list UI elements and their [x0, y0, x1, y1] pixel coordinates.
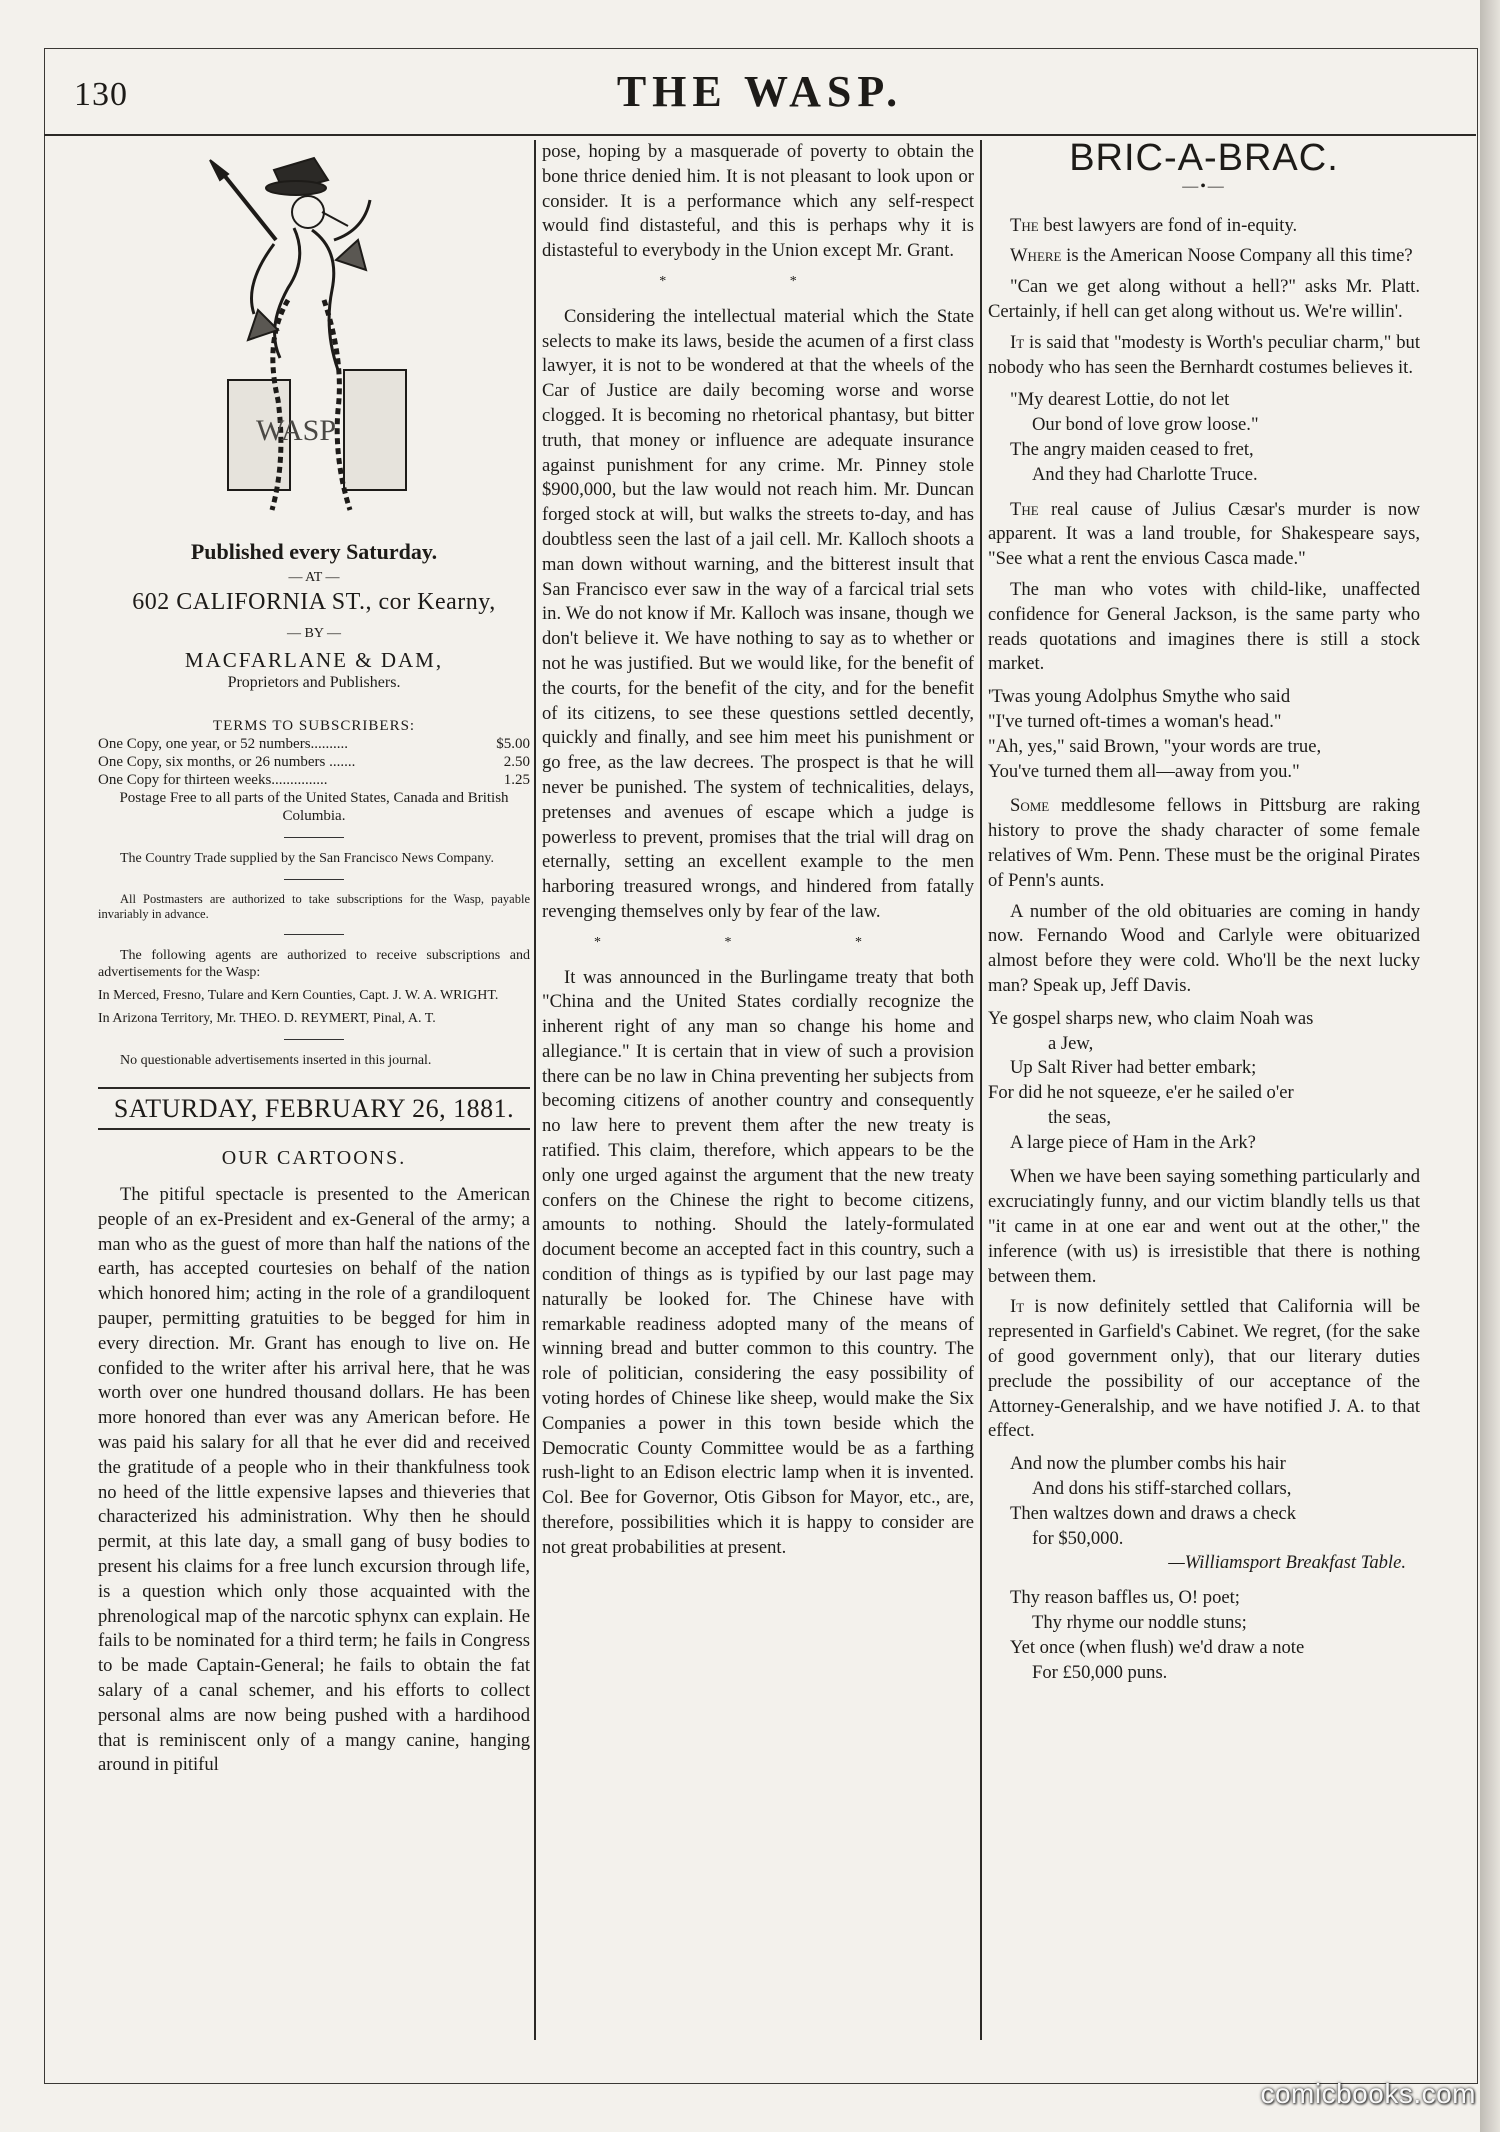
- verse-lottie: "My dearest Lottie, do not let Our bond of love grow loose." The angry maiden ceased to fret, And they had Charlotte Truce.: [1010, 389, 1259, 485]
- at-label: — AT —: [288, 569, 340, 585]
- verse-adolphus: 'Twas young Adolphus Smythe who said "I've turned oft-times a woman's head." "Ah, yes," said Brown, "your words are true, You've turned them all—away from you.": [988, 686, 1322, 782]
- column-1: [98, 140, 530, 2040]
- bric-item: When we have been saying something particularly and excruciatingly funny, and our victim blandly tells us that "it came in at one ear and went out at the other," the inference (with us) is irresistible that there is nothing between them.: [988, 1166, 1420, 1287]
- terms-row: One Copy, one year, or 52 numbers.......... $5.00: [98, 736, 530, 753]
- publisher-firm: MACFARLANE & DAM,: [184, 647, 444, 672]
- masthead: [44, 48, 1476, 136]
- bric-a-brac-heading: BRIC-A-BRAC.: [1069, 140, 1339, 179]
- verse-credit: —Williamsport Breakfast Table.: [1168, 1552, 1406, 1574]
- publisher-subtitle: Proprietors and Publishers.: [227, 674, 401, 692]
- grant-article-continued: pose, hoping by a masquerade of poverty to obtain the bone thrice denied him. It is not pleasant to look upon or consider. It is a performance which any self-respect would find distasteful, and this is perhaps why it is distasteful to everybody in the Union except Mr. Grant.: [542, 141, 974, 262]
- column-3: [988, 140, 1420, 2040]
- bric-item: "Can we get along without a hell?" asks Mr. Platt. Certainly, if hell can get along without us. We're willin'.: [988, 276, 1420, 322]
- by-label: — BY —: [287, 625, 341, 641]
- agent-wright: In Merced, Fresno, Tulare and Kern Counties, Capt. J. W. A. WRIGHT.: [98, 988, 499, 1004]
- bric-item: Some meddlesome fellows in Pittsburg are raking history to prove the shady character of some female relatives of Wm. Penn. These must be the original Pirates of Penn's aunts.: [988, 795, 1420, 891]
- divider: [284, 934, 344, 935]
- verse-plumber: And now the plumber combs his hair And dons his stiff-starched collars, Then waltzes down and draws a check for $50,000. —Williamsport Breakfast Table.: [988, 1452, 1420, 1576]
- postmasters-note: All Postmasters are authorized to take subscriptions for the Wasp, payable invariably in advance.: [98, 892, 530, 922]
- burlingame-treaty-article: It was announced in the Burlingame treaty that both "China and the United States cordially recognize the inherent right of any man so change his home and allegiance." It is certain that in view of such a provision there can be no law in China preventing her subjects from becoming citizens of another country and consequently no law here to prevent them after the new treaty is ratified. This claim, therefore, which appears to be the only one urged against the argument that the new treaty confers on the Chinese the right to become citizens, amounts to nothing. Should the lately-formulated document become an accepted fact in this country, such a condition of things as is typified by our last page may naturally be looked for. The Chinese have with remarkable readiness adopted many of the means of winning bread and butter common to this country. The role of politician, considering the easy possibility of voting hordes of Chinese like sheep, would make the Six Companies a power in this town beside which the Democratic County Committee would be as a farthing rush-light to an Edison electric lamp when it is invented. Col. Bee for Governor, Otis Gibson for Mayor, etc., are, therefore, possibilities which it is happy to consider are not great probabilities at present.: [542, 966, 974, 1558]
- justice-article: Considering the intellectual material which the State selects to make its laws, beside the acumen of a first class lawyer, it is not to be wondered at that the wheels of the Car of Justice are daily becoming worse and worse clogged. It is becoming no rhetorical phantasy, but bitter truth, that money or influence are adequate insurance against punishment for any crime. Mr. Pinney stole $900,000, but the law would not reach him. Mr. Duncan forged stock at will, but walks the streets to-day, and has doubtless seen the last of a jail cell. Mr. Kalloch shoots a man down without warning, and the bitterest insult that San Francisco ever saw in the way of a farcical trial sets in. We do not know if Mr. Kalloch was insane, though we don't believe it. We have nothing to say as to whether or not he was justified. But we would like, for the benefit of the courts, for the benefit of the city, and for the benefit of its citizens, to see these questions settled decently, quickly and finally, and see him meet his punishment or go free, as the law decrees. The prospect is that he will never be punished. The system of technicalities, delays, pretenses and avenues of escape which a judge is powerless to prevent, promises that the trial will drag on eternally, setting an excellent example to the men harboring treasured wrongs, and hindered from fatally revenging themselves only by fear of the law.: [542, 305, 974, 922]
- bric-item: It is said that "modesty is Worth's peculiar charm," but nobody who has seen the Bernhardt costumes believes it.: [988, 331, 1420, 378]
- no-questionable-ads: No questionable advertisements inserted in this journal.: [120, 1053, 432, 1069]
- site-watermark: comicbooks.com: [1260, 2078, 1476, 2109]
- subscription-terms: [98, 717, 530, 825]
- our-cartoons-article: The pitiful spectacle is presented to the American people of an ex-President and ex-General of the army; a man who as the guest of more than half the nations of the earth, has accepted courtesies on behalf of the nation which honored him; acting in the role of a grandiloquent pauper, permitting gratuities to be begged for him in every direction. Mr. Grant has enough to live on. He confided to the writer after his arrival here, that he was worth over one hundred thousand dollars. He has been more honored than ever was any American before. He was paid his salary for all that he ever did and received the gratitude of a people who in their thankfulness took no heed of the little expensive lapses and thieveries that characterized his administration. Why then he should permit, at this late day, a small gang of busy bodies to present his claims for a free lunch excursion through life, is a question which only those acquainted with the phrenological map of the narcotic sphynx can explain. He fails to be nominated for a third term; he fails in Congress to be made Captain-General; he fails to obtain the fat salary of a canal schemer, and his efforts to collect personal alms are now being pushed with a hardihood that is reminiscent only of a mangy canine, hanging around in pitiful: [98, 1183, 530, 1776]
- bric-item: The best lawyers are fond of in-equity.: [1010, 214, 1298, 236]
- newspaper-title: THE WASP.: [616, 67, 904, 116]
- column-rule-2: [980, 140, 982, 2040]
- postage-note: Postage Free to all parts of the United States, Canada and British Columbia.: [119, 790, 509, 825]
- publisher-address: 602 CALIFORNIA ST., cor Kearny,: [132, 588, 496, 615]
- column-2: [542, 140, 974, 2040]
- section-stars: * * *: [594, 934, 922, 950]
- published-every-saturday: Published every Saturday.: [190, 539, 438, 564]
- column-rule-1: [534, 140, 536, 2040]
- ornament: —•—: [1182, 177, 1226, 195]
- terms-title: TERMS TO SUBSCRIBERS:: [212, 718, 416, 735]
- wasp-cartoon-illustration: [98, 140, 530, 530]
- divider: [284, 879, 344, 880]
- agent-reymert: In Arizona Territory, Mr. THEO. D. REYMERT, Pinal, A. T.: [98, 1011, 436, 1027]
- agents-note: The following agents are authorized to receive subscriptions and advertisements for the Wasp:: [98, 948, 530, 981]
- terms-row: One Copy, six months, or 26 numbers ....... 2.50: [98, 754, 530, 771]
- section-stars: * *: [659, 273, 857, 289]
- bric-item: The real cause of Julius Cæsar's murder is now apparent. It was a land trouble, for Shakespeare says, "See what a rent the envious Casca made.": [988, 498, 1420, 570]
- verse-noah: Ye gospel sharps new, who claim Noah was a Jew, Up Salt River had better embark; For did he not squeeze, e'er he sailed o'er the seas, A large piece of Ham in the Ark?: [988, 1007, 1314, 1153]
- our-cartoons-heading: OUR CARTOONS.: [221, 1147, 407, 1170]
- terms-row: One Copy for thirteen weeks............... 1.25: [98, 772, 530, 789]
- bric-item: The man who votes with child-like, unaffected confidence for General Jackson, is the same party who reads quotations and imagines there is still a stock market.: [988, 578, 1420, 675]
- bric-item: Where is the American Noose Company all this time?: [1010, 245, 1413, 267]
- cartoon-sign-text: WASP: [256, 414, 337, 447]
- issue-date: SATURDAY, FEBRUARY 26, 1881.: [98, 1087, 530, 1130]
- bric-item: It is now definitely settled that California will be represented in Garfield's Cabinet. We regret, (for the sake of good government only), that our literary duties preclude the possibility of our acceptance of the Attorney-Generalship, and we have notified J. A. to that effect.: [988, 1296, 1420, 1442]
- page-number: 130: [74, 76, 128, 113]
- divider: [284, 837, 344, 838]
- divider: [284, 1039, 344, 1040]
- page-edge-shadow: [1480, 0, 1500, 2132]
- verse-reply: Thy reason baffles us, O! poet; Thy rhyme our noddle stuns; Yet once (when flush) we'd draw a note For £50,000 puns.: [1010, 1587, 1305, 1683]
- bric-item: A number of the old obituaries are coming in handy now. Fernando Wood and Carlyle were obituarized almost before they were cold. Who'll be the next lucky man? Speak up, Jeff Davis.: [988, 900, 1420, 996]
- country-trade-note: The Country Trade supplied by the San Francisco News Company.: [120, 851, 494, 867]
